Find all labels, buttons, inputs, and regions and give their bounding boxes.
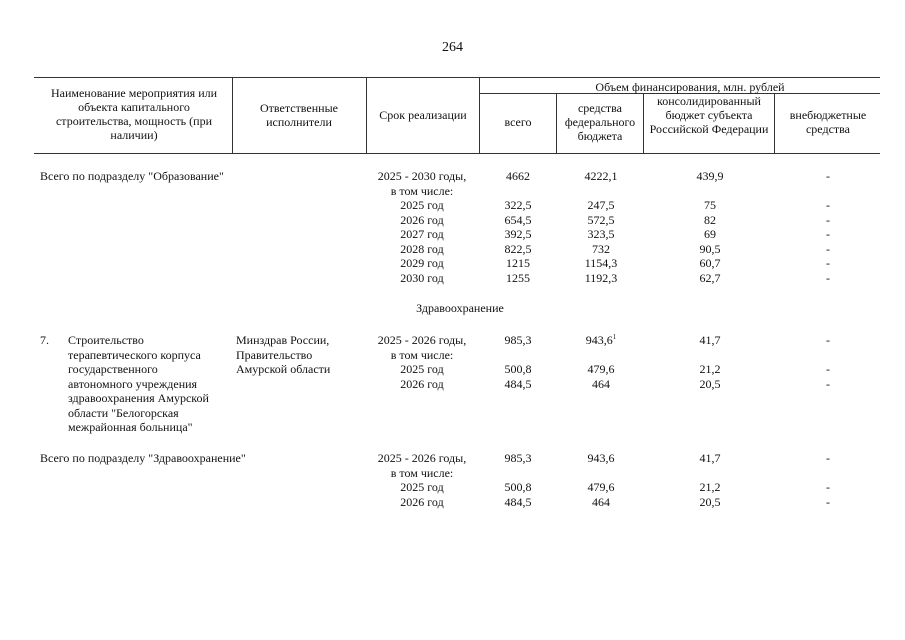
education-regional-values: 439,9 75 82 69 90,5 60,7 62,7 (696, 169, 724, 285)
footnote-marker: 1 (612, 333, 617, 341)
header-federal-col: средства федерального бюджета (564, 101, 636, 143)
health-total-term: 2025 - 2026 годы, в том числе: 2025 год 2026 год (377, 451, 467, 509)
item7-federal-values: 943,6$^1$ 479,6 464 (585, 333, 617, 391)
table-top-border (34, 77, 880, 78)
header-exec-col: Ответственные исполнители (260, 101, 338, 129)
col-divider-2 (366, 77, 367, 153)
item7-term: 2025 - 2026 годы, в том числе: 2025 год 2026 год (377, 333, 467, 391)
header-name-col: Наименование мероприятия или объекта капитального строительства, мощность (при наличии) (50, 86, 218, 142)
health-total-values: 985,3 500,8 484,5 (504, 451, 532, 509)
header-total-col: всего (504, 115, 532, 129)
education-total-values: 4662 322,5 654,5 392,5 822,5 1215 1255 (504, 169, 532, 285)
health-extra-values: - - - (826, 451, 830, 509)
header-funding-title: Объем финансирования, млн. рублей (595, 80, 785, 94)
education-extra-values: - - - - - - - (826, 169, 830, 285)
education-total-label: Всего по подразделу "Образование" (40, 169, 224, 183)
col-divider-6 (774, 93, 775, 153)
item7-executors: Минздрав России, Правительство Амурской области (236, 333, 331, 376)
page-number: 264 (442, 40, 463, 55)
col-divider-1 (232, 77, 233, 153)
item7-extra-values: - - - (826, 333, 830, 391)
item7-regional-values: 41,7 21,2 20,5 (699, 333, 721, 391)
health-regional-values: 41,7 21,2 20,5 (699, 451, 721, 509)
item7-name: Строительство терапевтического корпуса государственного автономного учреждения здравоохранения Амурской области "Белогорская межрайонная больница" (68, 333, 209, 434)
table-header-bottom-border (34, 153, 880, 154)
health-section-title: Здравоохранение (416, 301, 504, 315)
header-regional-col: консолидированный бюджет субъекта Российской Федерации (649, 94, 769, 136)
health-total-label: Всего по подразделу "Здравоохранение" (40, 451, 246, 465)
header-extra-col: внебюджетные средства (789, 108, 867, 136)
item7-number: 7. (40, 333, 49, 347)
header-term-col: Срок реализации (379, 108, 467, 122)
education-federal-values: 4222,1 247,5 572,5 323,5 732 1154,3 1192,3 (584, 169, 618, 285)
col-divider-5 (643, 93, 644, 153)
education-term: 2025 - 2030 годы, в том числе: 2025 год 2026 год 2027 год 2028 год 2029 год 2030 год (377, 169, 467, 285)
health-federal-values: 943,6 479,6 464 (587, 451, 615, 509)
item7-total-values: 985,3 500,8 484,5 (504, 333, 532, 391)
col-divider-4 (556, 93, 557, 153)
